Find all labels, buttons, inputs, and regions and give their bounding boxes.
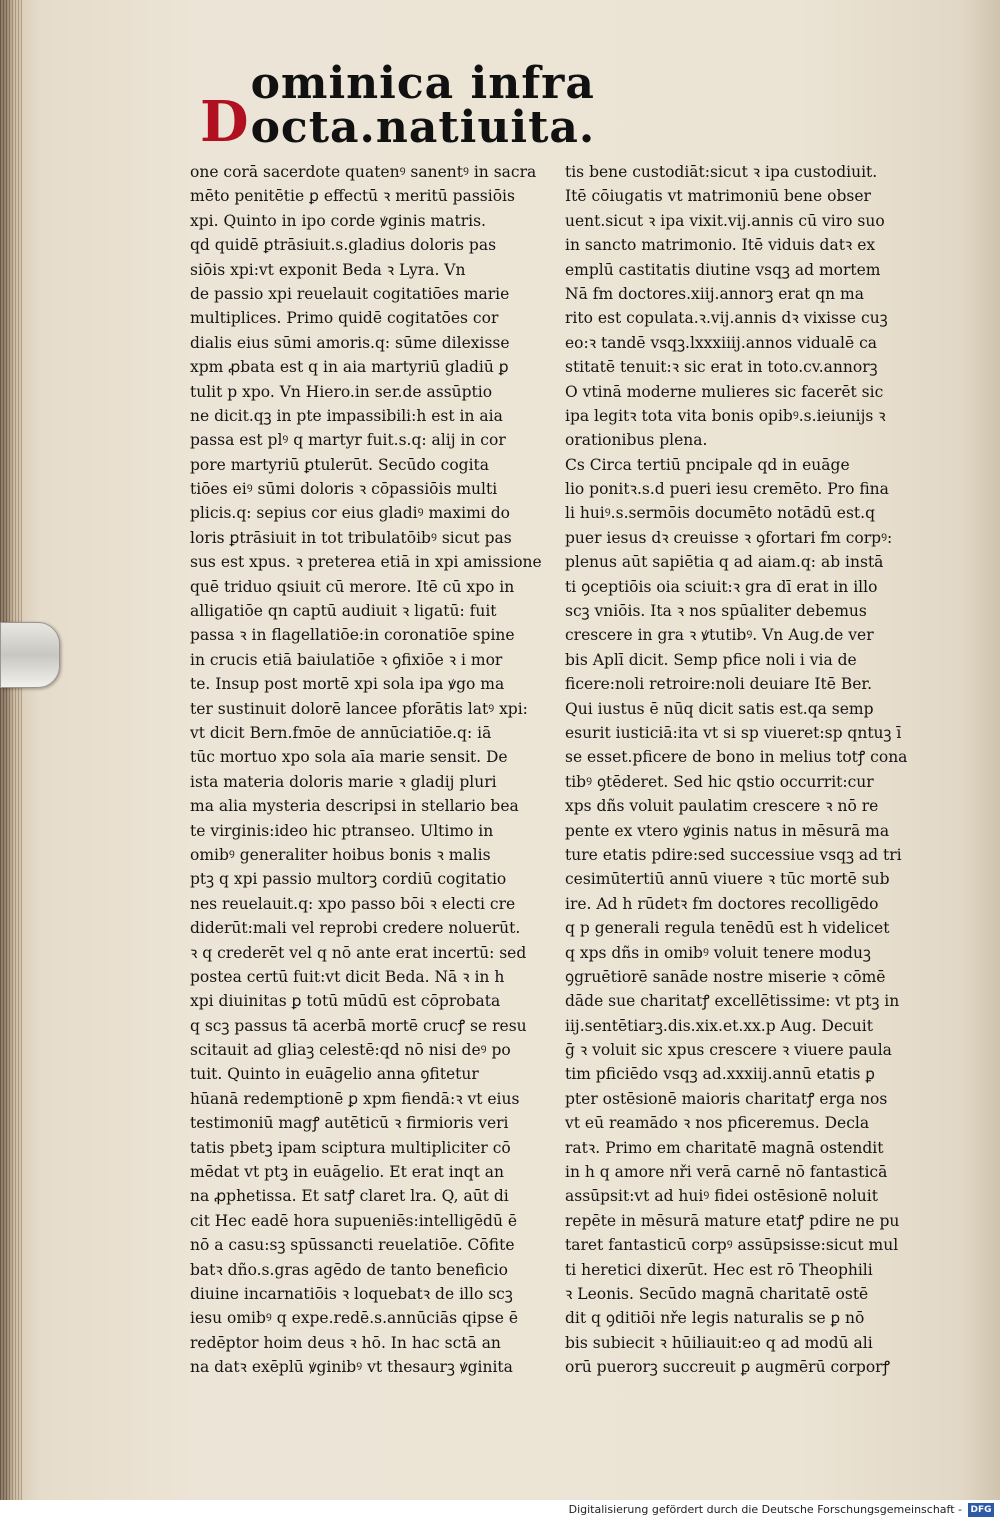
text-line: ptꝫ q xpi passio multorꝫ cordiū cogitatio [190,870,507,889]
right-text-column [565,160,925,1380]
text-line: scitauit ad gliaꝫ celestē:qd nō nisi deꝰ po [190,1041,511,1060]
text-line: in h q amore nři verā carnē nō fantasticā [565,1163,888,1182]
text-line: postea certū fuit:vt dicit Beda. Nā ꝛ in h [190,967,505,986]
text-line: ꝛ Leonis. Secūdo magnā charitatē ostē [565,1284,869,1303]
text-line: dialis eius sūmi amoris.q: sūme dilexisse [190,333,510,352]
text-line: dāde sue charitatꝭ excellētissime: vt ptꝫ in [565,992,900,1011]
text-line: emplū castitatis diutine vsqꝫ ad mortem [565,260,881,279]
text-line: puer iesus dꝛ creuisse ꝛ ꝯfortari fm corpꝰ: [565,528,893,547]
text-line: tulit p xpo. Vn Hiero.in ser.de assūptio [190,382,493,401]
text-line: iij.sentētiarꝫ.dis.xix.et.xx.p Aug. Decuit [565,1016,873,1035]
text-line: pente ex vtero ꝟginis natus in mēsurā ma [565,821,890,840]
text-line: orationibus plena. [565,431,708,450]
text-line: batꝛ dño.s.gras agēdo de tanto beneficio [190,1260,508,1279]
text-line: te. Insup post mortē xpi sola ipa ꝟgo ma [190,675,505,694]
funding-credit: Digitalisierung gefördert durch die Deutsche Forschungsgemeinschaft - [568,1503,962,1516]
text-line: siōis xpi:vt exponit Beda ꝛ Lyra. Vn [190,260,466,279]
text-line: vt eū reamādo ꝛ nos pficeremus. Decla [565,1114,870,1133]
text-line: tibꝰ ꝯtēderet. Sed hic qstio occurrit:cur [565,772,874,791]
text-line: in crucis etiā baiulatiōe ꝛ ꝯfixiōe ꝛ i mor [190,650,503,669]
text-line: lio ponitꝛ.s.d pueri iesu cremēto. Pro fina [565,480,889,499]
text-line: q p generali regula tenēdū est h videlicet [565,919,890,938]
text-line: tiōes eiꝰ sūmi doloris ꝛ cōpassiōis multi [190,480,498,499]
text-line: tūc mortuo xpo sola aīa marie sensit. De [190,748,508,767]
text-line: passa ꝛ in flagellatiōe:in coronatiōe spine [190,626,515,645]
text-line: dit q ꝯditiōi nře legis naturalis se ꝑ nō [565,1309,865,1328]
text-line: one corā sacerdote quatenꝰ sanentꝰ in sacra [190,163,537,181]
text-line: qd quidē ꝑtrāsiuit.s.gladius doloris pas [190,236,497,255]
page-heading [200,58,940,155]
text-line: tis bene custodiāt:sicut ꝛ ipa custodiuit. [565,163,878,181]
text-line: cit Hec eadē hora supueniēs:intelligēdū ē [190,1211,518,1230]
text-line: orū puerorꝫ succreuit ꝑ augmērū corporꝭ [565,1358,890,1377]
text-line: tuit. Quinto in euāgelio anna ꝯfitetur [190,1065,479,1084]
dfg-logo: DFG [968,1503,994,1517]
text-line: ire. Ad h rūdetꝛ fm doctores recolligēdo [565,894,879,913]
text-line: plicis.q: sepius cor eius gladiꝰ maximi do [190,504,510,523]
text-line: ratꝛ. Primo em charitatē magnā ostendit [565,1138,884,1157]
text-line: xps dñs voluit paulatim crescere ꝛ nō re [565,797,879,816]
text-line: ti ꝯceptiōis oia sciuit:ꝛ gra dī erat in illo [565,577,878,596]
text-line: ḡ ꝛ voluit sic xpus crescere ꝛ viuere paula [565,1041,892,1060]
text-line: tatis pbetꝫ ipam sciptura multipliciter cō [190,1138,511,1157]
text-line: xpm ꝓbata est q in aia martyriū gladiū ꝑ [190,358,509,377]
footer-bar [0,1500,1000,1520]
text-line: ter sustinuit dolorē lancee pforātis latꝰ xpi: [190,699,528,718]
text-line: ficere:noli retroire:noli deuiare Itē Ber. [565,675,873,694]
text-line: na datꝛ exēplū ꝟginibꝰ vt thesaurꝫ ꝟginita [190,1358,513,1377]
text-line: nes reuelauit.q: xpo passo bōi ꝛ electi cre [190,894,516,913]
text-line: Nā fm doctores.xiij.annorꝫ erat qn ma [565,284,864,303]
page-clip [0,622,60,688]
text-line: tim pficiēdo vsqꝫ ad.xxxiij.annū etatis ꝑ [565,1065,875,1084]
text-line: ture etatis pdire:sed successiue vsqꝫ ad tri [565,845,902,864]
text-line: ꝛ q crederēt vel q nō ante erat incertū: sed [190,943,527,962]
text-line: mēto penitētie ꝑ effectū ꝛ meritū passiōis [190,187,515,206]
text-line: cesimūtertiū annū viuere ꝛ tūc mortē sub [565,870,890,889]
text-line: O vtinā moderne mulieres sic facerēt sic [565,382,884,401]
text-line: ista materia doloris marie ꝛ gladij pluri [190,772,497,791]
text-line: testimoniū magꝭ autēticū ꝛ firmioris veri [190,1114,509,1133]
text-line: ipa legitꝛ tota vita bonis opibꝰ.s.ieiunijs ꝛ [565,406,886,425]
text-line: te virginis:ideo hic ptranseo. Ultimo in [190,821,494,840]
text-line: nō a casu:sꝫ spūssancti reuelatiōe. Cōfite [190,1236,515,1255]
text-line: q xps dñs in omibꝰ voluit tenere moduꝫ [565,943,871,962]
page-edges [0,0,22,1500]
text-line: repēte in mēsurā mature etatꝭ pdire ne pu [565,1211,900,1230]
left-text-column [190,160,550,1380]
text-line: diderūt:mali vel reprobi credere noluerūt. [190,919,521,938]
text-line: iesu omibꝰ q expe.redē.s.annūciās qipse ē [190,1309,519,1328]
text-line: stitatē tenuit:ꝛ sic erat in toto.cv.annorꝫ [565,358,878,377]
text-line: xpi. Quinto in ipo corde ꝟginis matris. [190,211,486,230]
text-line: sus est xpus. ꝛ preterea etiā in xpi amissione [190,553,542,572]
text-line: taret fantasticū corpꝰ assūpsisse:sicut mul [565,1236,899,1255]
text-line: xpi diuinitas ꝑ totū mūdū est cōprobata [190,992,501,1011]
text-line: mēdat vt ptꝫ in euāgelio. Et erat inqt an [190,1163,504,1182]
heading-title: ominica infra octa.natiuita. [250,58,596,153]
text-line: bis Aplī dicit. Semp pfice noli i via de [565,650,857,669]
text-line: diuine incarnatiōis ꝛ loquebatꝛ de illo scꝫ [190,1284,513,1303]
text-line: assūpsit:vt ad huiꝰ fidei ostēsionē noluit [565,1187,878,1206]
text-line: rito est copulata.ꝛ.vij.annis dꝛ vixisse cuꝫ [565,309,888,328]
text-line: ti heretici dixerūt. Hec est rō Theophili [565,1260,873,1279]
text-line: esurit iusticiā:ita vt si sp viueret:sp qntuꝫ ī [565,723,902,742]
text-line: in sancto matrimonio. Itē viduis datꝛ ex [565,236,876,255]
text-line: multiplices. Primo quidē cogitatōes cor [190,309,499,328]
text-line: de passio xpi reuelauit cogitatiōes marie [190,284,510,303]
text-line: bis subiecit ꝛ hūiliauit:eo q ad modū ali [565,1333,873,1352]
text-line: Cs Circa tertiū pncipale qd in euāge [565,455,850,474]
text-line: loris ꝑtrāsiuit in tot tribulatōibꝰ sicut pas [190,528,512,547]
text-line: passa est plꝰ q martyr fuit.s.q: alij in cor [190,431,506,450]
text-line: ne dicit.qꝫ in pte impassibili:h est in aia [190,406,503,425]
heading-initial: D [200,89,249,155]
text-line: quē triduo qsiuit cū merore. Itē cū xpo in [190,577,515,596]
text-line: crescere in gra ꝛ ꝟtutibꝰ. Vn Aug.de ver [565,626,874,645]
text-line: alligatiōe qn captū audiuit ꝛ ligatū: fuit [190,602,497,621]
text-line: hūanā redemptionē ꝑ xpm fiendā:ꝛ vt eius [190,1089,520,1108]
text-line: se esset.pficere de bono in melius totꝭ cona [565,748,908,767]
text-line: pore martyriū ꝑtulerūt. Secūdo cogita [190,455,490,474]
text-line: vt dicit Bern.fmōe de annūciatiōe.q: iā [190,723,492,742]
text-line: pter ostēsionē maioris charitatꝭ erga nos [565,1089,888,1108]
text-line: uent.sicut ꝛ ipa vixit.vij.annis cū viro suo [565,211,885,230]
text-line: na ꝓphetissa. Et satꝭ claret lra. Q, aūt di [190,1187,509,1206]
text-line: omibꝰ generaliter hoibus bonis ꝛ malis [190,845,491,864]
text-line: li huiꝰ.s.sermōis documēto notādū est.q [565,504,875,523]
text-line: q scꝫ passus tā acerbā mortē crucꝭ se resu [190,1016,527,1035]
text-line: ma alia mysteria descripsi in stellario bea [190,797,519,816]
text-line: plenus aūt sapiētia q ad aiam.q: ab instā [565,553,884,572]
text-line: ꝯgruētiorē sanāde nostre miserie ꝛ cōmē [565,967,886,986]
text-line: Qui iustus ē nūq dicit satis est.qa semp [565,699,874,718]
text-line: Itē cōiugatis vt matrimoniū bene obser [565,187,871,206]
text-line: eo:ꝛ tandē vsqꝫ.lxxxiiij.annos vidualē ca [565,333,878,352]
text-line: scꝫ vniōis. Ita ꝛ nos spūaliter debemus [565,602,867,621]
text-line: redēptor hoim deus ꝛ hō. In hac sctā an [190,1333,501,1352]
